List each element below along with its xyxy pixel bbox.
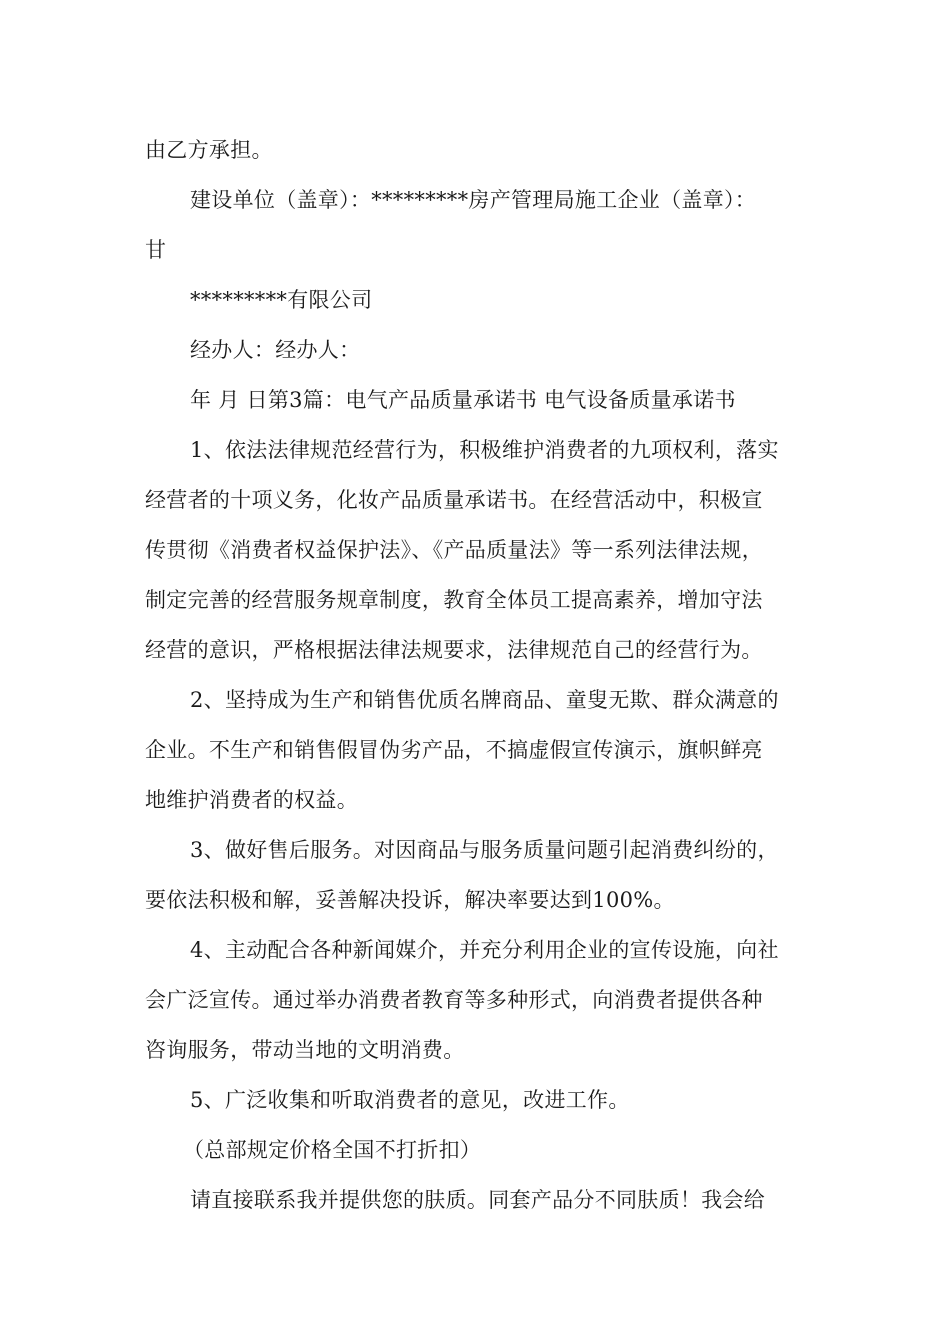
text-line-handler: 经办人：经办人： xyxy=(190,338,361,362)
text-line-contact: 请直接联系我并提供您的肤质。同套产品分不同肤质！我会给 xyxy=(190,1188,766,1212)
text-line-construction-unit: 建设单位（盖章）：*********房产管理局施工企业（盖章）： xyxy=(190,188,757,212)
paragraph-4-line-1: 4、主动配合各种新闻媒介，并充分利用企业的宣传设施，向社 xyxy=(190,938,779,962)
paragraph-1-line-1: 1、依法法律规范经营行为，积极维护消费者的九项权利，落实 xyxy=(190,438,779,462)
paragraph-1-line-2: 经营者的十项义务，化妆产品质量承诺书。在经营活动中，积极宣 xyxy=(145,488,763,512)
paragraph-1-line-5: 经营的意识，严格根据法律法规要求，法律规范自己的经营行为。 xyxy=(145,638,763,662)
text-line-company: *********有限公司 xyxy=(190,288,373,312)
paragraph-3-line-1: 3、做好售后服务。对因商品与服务质量问题引起消费纠纷的， xyxy=(190,838,779,862)
paragraph-2-line-1: 2、坚持成为生产和销售优质名牌商品、童叟无欺、群众满意的 xyxy=(190,688,779,712)
paragraph-4-line-3: 咨询服务，带动当地的文明消费。 xyxy=(145,1038,465,1062)
text-line-date-title: 年 月 日第3篇：电气产品质量承诺书 电气设备质量承诺书 xyxy=(190,388,736,412)
paragraph-2-line-2: 企业。不生产和销售假冒伪劣产品，不搞虚假宣传演示，旗帜鲜亮 xyxy=(145,738,763,762)
paragraph-5-line-1: 5、广泛收集和听取消费者的意见，改进工作。 xyxy=(190,1088,630,1112)
paragraph-1-line-3: 传贯彻《消费者权益保护法》、《产品质量法》等一系列法律法规， xyxy=(145,538,763,562)
text-line-price-note: （总部规定价格全国不打折扣） xyxy=(183,1138,482,1162)
paragraph-4-line-2: 会广泛宣传。通过举办消费者教育等多种形式，向消费者提供各种 xyxy=(145,988,763,1012)
text-line-continuation: 由乙方承担。 xyxy=(145,138,273,162)
text-line-seal-mark: 甘 xyxy=(145,238,167,262)
paragraph-3-line-2: 要依法积极和解，妥善解决投诉，解决率要达到100%。 xyxy=(145,888,675,912)
paragraph-1-line-4: 制定完善的经营服务规章制度，教育全体员工提高素养，增加守法 xyxy=(145,588,763,612)
paragraph-2-line-3: 地维护消费者的权益。 xyxy=(145,788,358,812)
